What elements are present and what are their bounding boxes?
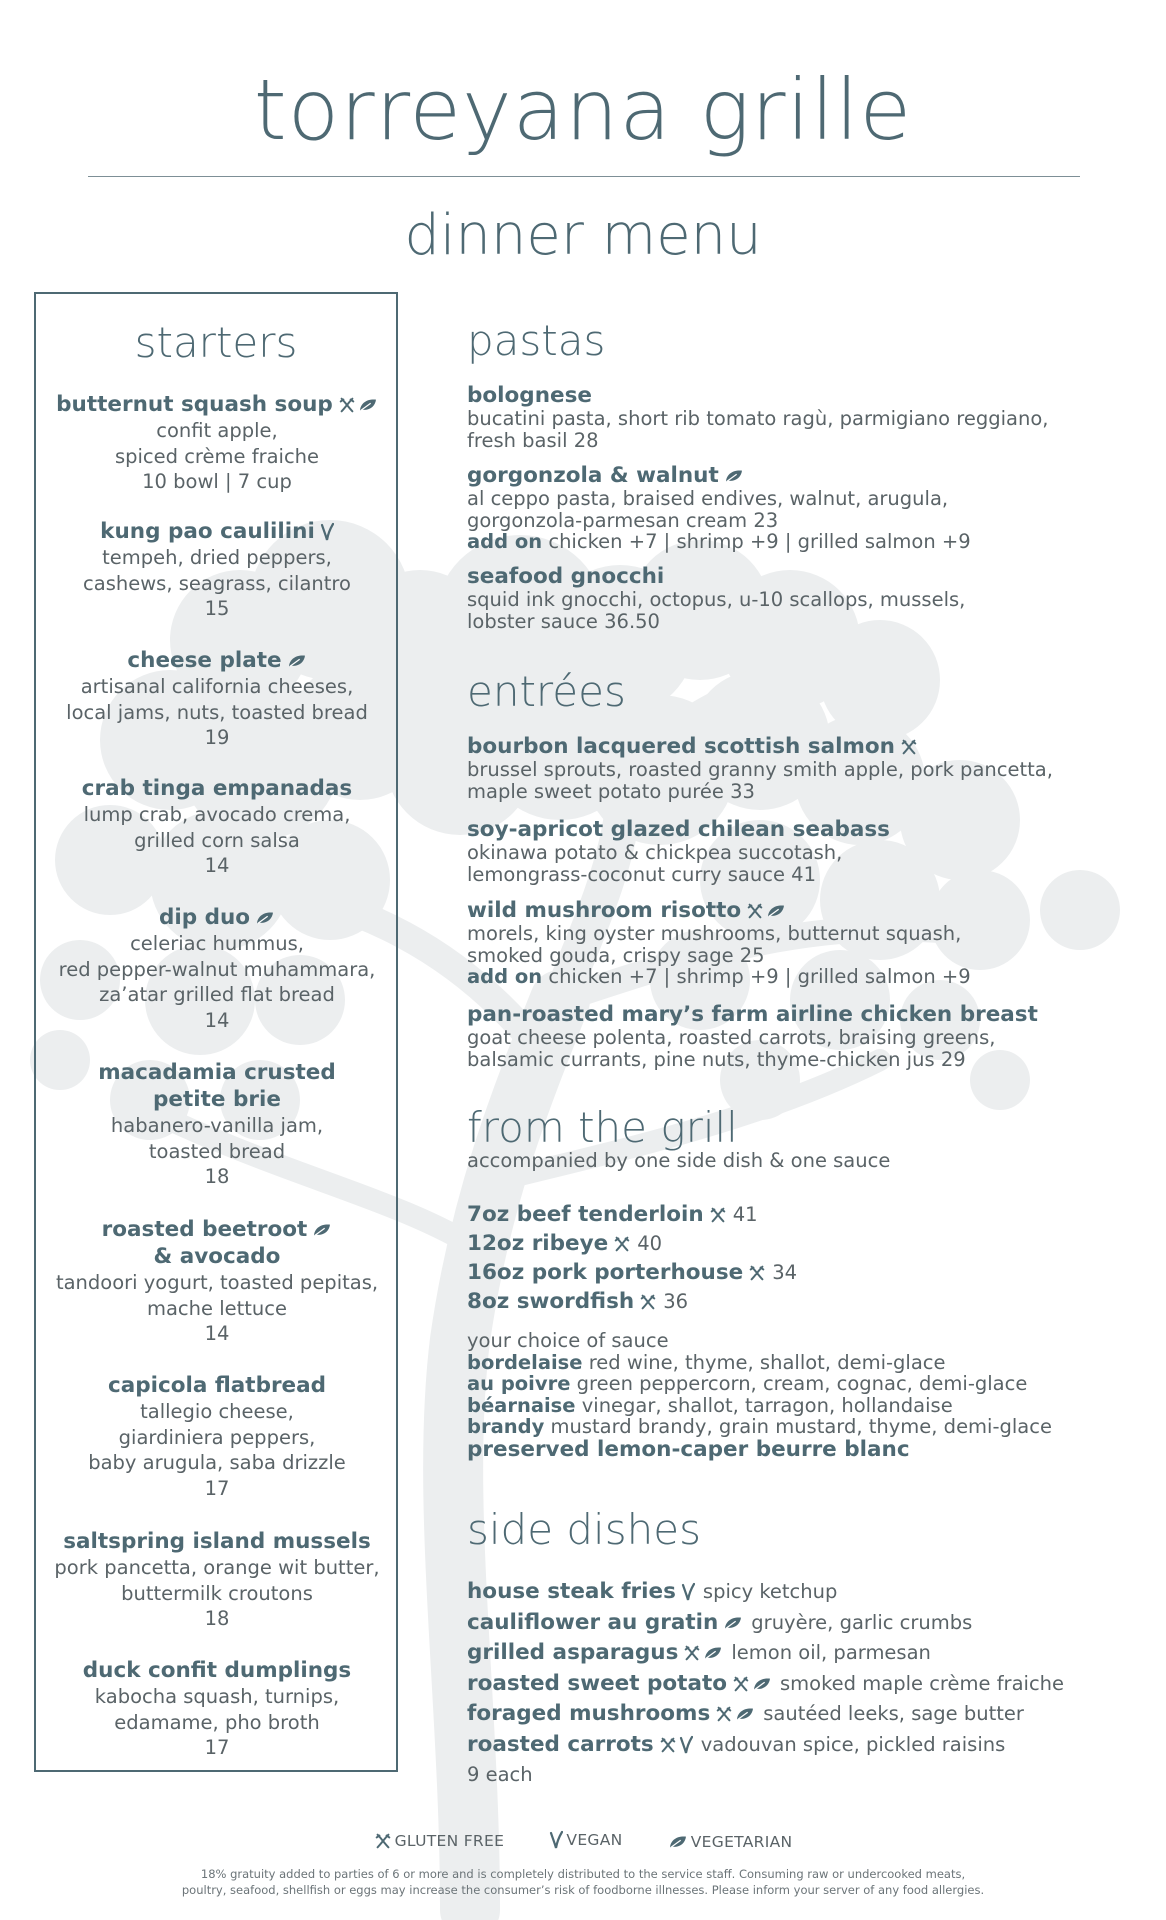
starter-name: macadamia crusted xyxy=(98,1060,336,1085)
vegetarian-icon xyxy=(255,910,275,926)
add-on-line: add on chicken +7 | shrimp +9 | grilled salmon +9 xyxy=(467,530,971,553)
starter-name: butternut squash soup xyxy=(36,391,398,418)
pasta-name: seafood gnocchi xyxy=(467,564,665,589)
gluten-free-icon xyxy=(715,1705,733,1723)
entree-name: soy-apricot glazed chilean seabass xyxy=(467,817,890,842)
sauce-list xyxy=(467,1330,1107,1462)
starter-name-line2: & avocado xyxy=(153,1244,281,1269)
vegan-icon xyxy=(320,522,334,542)
entree-name: wild mushroom risotto xyxy=(467,899,1107,923)
add-on-line: add on chicken +7 | shrimp +9 | grilled salmon +9 xyxy=(467,965,971,988)
grill-list xyxy=(467,1200,1107,1316)
sides-price-note: 9 each xyxy=(467,1763,533,1786)
entree-item: bourbon lacquered scottish salmon brussel sprouts, roasted granny smith apple, pork pancetta, maple sweet potato purée 33 xyxy=(467,735,1107,802)
footer-disclaimer: 18% gratuity added to parties of 6 or more and is completely distributed to the service staff. Consuming raw or undercooked meats, poultry, seafood, shellfish or eggs may increase the consumer’s risk of foodborne illnesses. Please inform your server of any food allergies. xyxy=(181,1867,985,1897)
pasta-name: gorgonzola & walnut xyxy=(467,464,1107,488)
starter-item: cheese plate artisanal california cheeses, local jams, nuts, toasted bread 19 xyxy=(36,647,398,751)
vegan-icon xyxy=(679,1735,693,1755)
starter-name: dip duo xyxy=(36,904,398,931)
legend-vegan: VEGAN xyxy=(549,1830,622,1850)
legend-gluten-free: GLUTEN FREE xyxy=(374,1832,505,1850)
pasta-item: gorgonzola & walnut al ceppo pasta, braised endives, walnut, arugula, gorgonzola-parmesan cream 23 add on chicken +7 | shrimp +9 | grilled salmon +9 xyxy=(467,464,1107,553)
entree-item: wild mushroom risotto morels, king oyster mushrooms, butternut squash, smoked gouda, crispy sage 25 add on chicken +7 | shrimp +9 | grilled salmon +9 xyxy=(467,899,1107,988)
pastas-heading: pastas xyxy=(467,316,606,365)
sauce-intro: your choice of sauce xyxy=(467,1329,669,1352)
gluten-free-icon xyxy=(613,1235,631,1253)
starter-item: crab tinga empanadas lump crab, avocado crema, grilled corn salsa 14 xyxy=(36,775,398,879)
gluten-free-icon xyxy=(900,738,918,756)
grill-heading: from the grill xyxy=(467,1103,738,1152)
gluten-free-icon xyxy=(709,1206,727,1224)
starter-item: dip duo celeriac hummus, red pepper-walnut muhammara, za’atar grilled flat bread 14 xyxy=(36,904,398,1033)
vegetarian-icon xyxy=(723,1615,743,1631)
grill-item: 7oz beef tenderloin 41 xyxy=(467,1202,758,1227)
entree-name: pan-roasted mary’s farm airline chicken breast xyxy=(467,1002,1038,1027)
gluten-free-icon xyxy=(683,1644,701,1662)
starter-name: roasted beetroot xyxy=(36,1216,398,1243)
starter-item: roasted beetroot & avocado tandoori yogurt, toasted pepitas, mache lettuce 14 xyxy=(36,1216,398,1347)
gluten-free-icon xyxy=(659,1736,677,1754)
entree-item: pan-roasted mary’s farm airline chicken breast goat cheese polenta, roasted carrots, braising greens, balsamic currants, pine nuts, thyme-chicken jus 29 xyxy=(467,1003,1107,1070)
vegetarian-icon xyxy=(312,1222,332,1238)
gluten-free-icon xyxy=(748,1264,766,1282)
vegetarian-icon xyxy=(287,653,307,669)
side-item: house steak fries spicy ketchup xyxy=(467,1579,838,1604)
vegetarian-icon xyxy=(703,1645,723,1661)
sauce-item: béarnaise vinegar, shallot, tarragon, hollandaise xyxy=(467,1393,953,1417)
vegetarian-icon xyxy=(358,397,378,413)
sauce-item: bordelaise red wine, thyme, shallot, demi-glace xyxy=(467,1350,946,1374)
side-item: cauliflower au gratin gruyère, garlic crumbs xyxy=(467,1609,973,1635)
starter-item: kung pao caulilini tempeh, dried peppers, cashews, seagrass, cilantro 15 xyxy=(36,518,398,622)
grill-item: 16oz pork porterhouse 34 xyxy=(467,1260,798,1285)
title-divider xyxy=(88,176,1080,177)
starter-item: capicola flatbread tallegio cheese, giardiniera peppers, baby arugula, saba drizzle 17 xyxy=(36,1372,398,1501)
sauce-item: brandy mustard brandy, grain mustard, thyme, demi-glace xyxy=(467,1415,1052,1438)
starters-heading: starters xyxy=(134,318,298,367)
dietary-legend xyxy=(0,1830,1166,1854)
sides-heading: side dishes xyxy=(467,1505,701,1554)
vegetarian-icon xyxy=(752,1676,772,1692)
side-item: roasted carrots vadouvan spice, pickled raisins xyxy=(467,1731,1006,1757)
starter-name-line2: petite brie xyxy=(153,1087,281,1112)
gluten-free-icon xyxy=(639,1293,657,1311)
starter-item: duck confit dumplings kabocha squash, turnips, edamame, pho broth 17 xyxy=(36,1657,398,1761)
starter-name: kung pao caulilini xyxy=(36,518,398,545)
sauce-item: preserved lemon-caper beurre blanc xyxy=(467,1436,910,1462)
side-item: roasted sweet potato smoked maple crème fraiche xyxy=(467,1670,1065,1696)
grill-item: 8oz swordfish 36 xyxy=(467,1289,689,1314)
starter-name: capicola flatbread xyxy=(107,1373,327,1398)
starter-item: macadamia crusted petite brie habanero-vanilla jam, toasted bread 18 xyxy=(36,1059,398,1190)
menu-subtitle: dinner menu xyxy=(404,203,762,268)
entree-item: soy-apricot glazed chilean seabass okinawa potato & chickpea succotash, lemongrass-coconut curry sauce 41 xyxy=(467,818,1107,885)
vegetarian-icon xyxy=(735,1706,755,1722)
starter-name: saltspring island mussels xyxy=(63,1529,371,1554)
starter-name: cheese plate xyxy=(36,647,398,674)
side-item: foraged mushrooms sautéed leeks, sage butter xyxy=(467,1701,1024,1726)
gluten-free-icon xyxy=(746,902,764,920)
vegetarian-icon xyxy=(766,903,786,919)
pasta-name: bolognese xyxy=(467,383,592,408)
starter-item: butternut squash soup confit apple, spiced crème fraiche 10 bowl | 7 cup xyxy=(36,391,398,495)
vegan-icon xyxy=(681,1582,695,1602)
entree-name: bourbon lacquered scottish salmon xyxy=(467,735,1107,759)
sauce-item: au poivre green peppercorn, cream, cognac, demi-glace xyxy=(467,1372,1028,1395)
starter-item: saltspring island mussels pork pancetta, orange wit butter, buttermilk croutons 18 xyxy=(36,1528,398,1632)
gluten-free-icon xyxy=(732,1675,750,1693)
starter-name: crab tinga empanadas xyxy=(81,776,353,801)
vegetarian-icon xyxy=(668,1834,688,1850)
pasta-item: bolognese bucatini pasta, short rib tomato ragù, parmigiano reggiano, fresh basil 28 xyxy=(467,384,1107,451)
vegan-icon xyxy=(549,1830,563,1850)
vegetarian-icon xyxy=(724,468,744,484)
gluten-free-icon xyxy=(374,1832,392,1850)
side-item: grilled asparagus lemon oil, parmesan xyxy=(467,1640,931,1665)
legend-vegetarian: VEGETARIAN xyxy=(668,1833,793,1851)
gluten-free-icon xyxy=(338,396,356,414)
grill-subtitle: accompanied by one side dish & one sauce xyxy=(467,1149,891,1172)
brand-title: torreyana grille xyxy=(253,61,913,159)
grill-item: 12oz ribeye 40 xyxy=(467,1231,663,1256)
starter-name: duck confit dumplings xyxy=(82,1658,352,1683)
sides-list xyxy=(467,1577,1107,1790)
pasta-item: seafood gnocchi squid ink gnocchi, octopus, u-10 scallops, mussels, lobster sauce 36.50 xyxy=(467,565,1107,632)
entrees-heading: entrées xyxy=(467,667,626,716)
